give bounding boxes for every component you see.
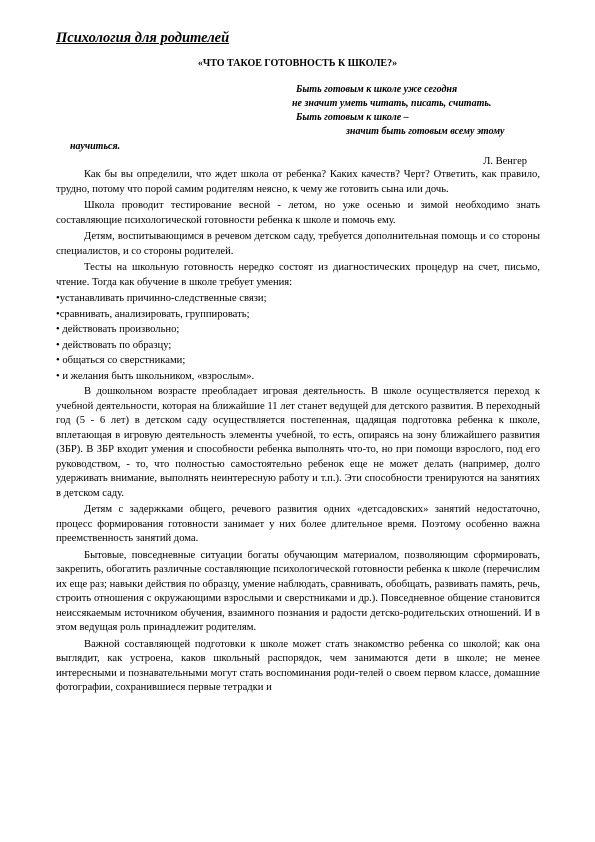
bullet-item: • общаться со сверстниками; [56,355,186,366]
bullet-item: • действовать по образцу; [56,339,172,351]
paragraph: Детям с задержками общего, речевого развития одних «детсадовских» занятий недостаточно, процесс формирования готовности занимает у них более длительное время. Поэтому особенно важна преемственность занятий дома. [56,504,540,544]
paragraph: Школа проводит тестирование весной - летом, но уже осенью и зимой необходимо знать составляющие психологической готовности ребенка к школе и помочь ему. [56,200,540,226]
bullet-item: • действовать произвольно; [56,324,180,335]
paragraph: Детям, воспитывающимся в речевом детском саду, требуется дополнительная помощь и со стороны специалистов, и со стороны родителей. [56,231,540,257]
epigraph-line: не значит уметь читать, писать, считать. [292,98,492,109]
bullet-item: •устанавливать причинно-следственные связи; [56,293,267,304]
epigraph-author: Л. Венгер [483,156,527,167]
paragraph: Тесты на школьную готовность нередко состоят из диагностических процедур на счет, письмо, чтение. Тогда как обучение в школе требует умения: [56,262,540,288]
document-title: «ЧТО ТАКОЕ ГОТОВНОСТЬ К ШКОЛЕ?» [197,58,398,69]
article-body [56,168,540,698]
bullet-item: • и желания быть школьником, «взрослым». [56,370,255,382]
paragraph: Как бы вы определили, что ждет школа от ребенка? Каких качеств? Черт? Ответить, как правило, трудно, потому что порой самим родителям неясно, к чему же готовить сына или дочь. [56,169,540,195]
epigraph-line: научиться. [70,141,121,152]
paragraph: В дошкольном возрасте преобладает игровая деятельность. В школе осуществляется переход к учебной деятельности, которая на ближайшие 11 лет станет ведущей для детского развития. В переходный год (5 - 6 лет) в детском саду осуществляется постепенная, щадящая подготовка ребенка к школе, вплетающая в игровую деятельность элементы учебной, то есть, опираясь на зону ближайшего развития (ЗБР). В ЗБР входит умения и способности ребенка выполнять что-то, но при помощи взрослого, под его руководством, - то, что полностью самостоятельно ребенок еще не может делать (например, долго удерживать внимание, выполнять неинтересную работу и т.п.). Эти способности тренируются на занятиях в детском саду. [56,386,540,499]
bullet-item: •сравнивать, анализировать, группировать; [56,308,250,320]
paragraph: Важной составляющей подготовки к школе может стать знакомство ребенка со школой; как она выглядит, как устроена, каков школьный распорядок, чем занимаются дети в школе; не менее интересными и познавательными могут стать воспоминания роди-телей о своем первом классе, домашние фотографии, сохранившиеся первые тетрадки и [56,638,540,693]
section-header: Психология для родителей [56,30,230,46]
epigraph-line: Быть готовым к школе – [296,112,409,123]
paragraph: Бытовые, повседневные ситуации богаты обучающим материалом, позволяющим сформировать, закрепить, обогатить различные составляющие психологической готовности ребенка к школе (перечислим их еще раз; навыки действия по образцу, умение наблюдать, сравнивать, обобщать, развивать память, речь, строить отношения с окружающими взрослыми и сверстниками и др.). Повседневное общение становится неиссякаемым источником обучения, взаимного познания и радости детско-родительских отношений. И в этом ведущая роль принадлежит родителям. [56,549,540,633]
epigraph-line: Быть готовым к школе уже сегодня [296,84,458,95]
epigraph-line: значит быть готовым всему этому [346,126,505,137]
